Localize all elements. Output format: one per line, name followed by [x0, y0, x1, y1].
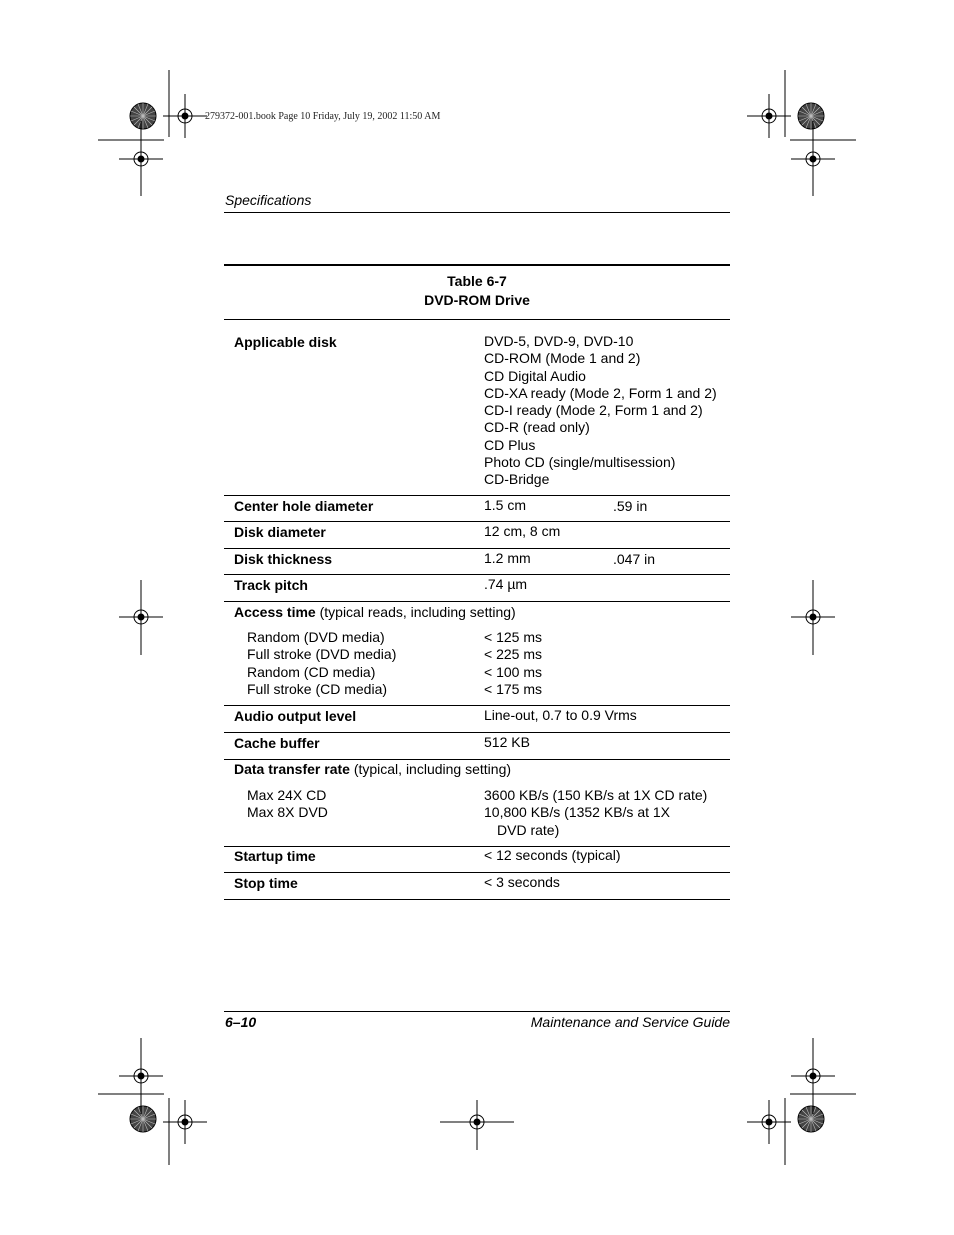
startup-time-value: < 12 seconds (typical)	[484, 847, 621, 863]
row-label-data-transfer	[234, 761, 511, 777]
list-item: CD-Bridge	[484, 471, 550, 488]
list-item: CD-R (read only)	[484, 419, 590, 436]
audio-output-value: Line-out, 0.7 to 0.9 Vrms	[484, 707, 637, 723]
table-caption-rule	[224, 319, 730, 320]
table-bottom-rule	[224, 899, 730, 900]
row-divider	[224, 846, 730, 847]
row-divider	[224, 601, 730, 602]
list-item: CD-XA ready (Mode 2, Form 1 and 2)	[484, 384, 717, 401]
footer-rule	[224, 1011, 730, 1012]
table-top-rule	[224, 264, 730, 266]
list-item: CD-ROM (Mode 1 and 2)	[484, 350, 641, 367]
disk-thickness-metric: 1.2 mm	[484, 550, 531, 566]
row-label-audio-output: Audio output level	[234, 708, 357, 724]
row-divider	[224, 759, 730, 760]
row-divider	[224, 574, 730, 575]
row-divider	[224, 705, 730, 706]
list-item: DVD-5, DVD-9, DVD-10	[484, 333, 634, 349]
list-item: DVD rate)	[497, 821, 560, 838]
data-transfer-items	[247, 787, 328, 822]
cache-buffer-value: 512 KB	[484, 734, 530, 750]
row-divider	[224, 732, 730, 733]
row-label-cache-buffer: Cache buffer	[234, 735, 320, 751]
data-transfer-values	[484, 787, 707, 839]
applicable-disk-list	[484, 333, 717, 489]
row-label-disk-diameter: Disk diameter	[234, 524, 326, 540]
list-item: 3600 KB/s (150 KB/s at 1X CD rate)	[484, 787, 708, 803]
list-item: CD Plus	[484, 436, 536, 453]
page-number: 6–10	[225, 1014, 257, 1030]
row-label-disk-thickness: Disk thickness	[234, 551, 333, 567]
list-item: < 225 ms	[484, 646, 542, 663]
data-transfer-label: Data transfer rate	[234, 761, 350, 777]
disk-thickness-imperial: .047 in	[613, 551, 656, 567]
list-item: < 175 ms	[484, 680, 542, 697]
list-item: Photo CD (single/multisession)	[484, 454, 676, 471]
list-item: CD Digital Audio	[484, 367, 586, 384]
list-item: < 125 ms	[484, 629, 542, 645]
list-item: CD-I ready (Mode 2, Form 1 and 2)	[484, 402, 703, 419]
list-item: Max 24X CD	[247, 787, 327, 803]
list-item: Max 8X DVD	[247, 804, 328, 821]
list-item: Random (CD media)	[247, 663, 376, 680]
row-label-stop-time: Stop time	[234, 875, 298, 891]
list-item: < 100 ms	[484, 663, 542, 680]
list-item: Full stroke (CD media)	[247, 680, 388, 697]
table-title: DVD-ROM Drive	[424, 292, 530, 308]
row-divider	[224, 548, 730, 549]
access-time-label: Access time	[234, 604, 316, 620]
row-divider	[224, 495, 730, 496]
access-time-values	[484, 629, 542, 698]
list-item: Random (DVD media)	[247, 629, 385, 645]
running-head: Specifications	[225, 192, 312, 208]
access-time-note: (typical reads, including setting)	[315, 604, 516, 620]
stop-time-value: < 3 seconds	[484, 874, 560, 890]
row-label-access-time	[234, 604, 516, 620]
list-item: 10,800 KB/s (1352 KB/s at 1X	[484, 804, 671, 821]
row-divider	[224, 872, 730, 873]
guide-title: Maintenance and Service Guide	[530, 1014, 730, 1030]
table-number: Table 6-7	[447, 273, 507, 289]
row-divider	[224, 521, 730, 522]
list-item: Full stroke (DVD media)	[247, 646, 397, 663]
row-label-center-hole: Center hole diameter	[234, 498, 374, 514]
track-pitch-value: .74 µm	[484, 576, 528, 592]
row-label-applicable-disk: Applicable disk	[234, 334, 337, 350]
center-hole-metric: 1.5 cm	[484, 497, 527, 513]
row-label-startup-time: Startup time	[234, 848, 316, 864]
access-time-items	[247, 629, 396, 698]
disk-diameter-value: 12 cm, 8 cm	[484, 523, 561, 539]
row-label-track-pitch: Track pitch	[234, 577, 308, 593]
center-hole-imperial: .59 in	[613, 498, 648, 514]
header-rule	[224, 212, 730, 213]
data-transfer-note: (typical, including setting)	[349, 761, 512, 777]
print-header: 279372-001.book Page 10 Friday, July 19, 2002 11:50 AM	[205, 111, 441, 122]
